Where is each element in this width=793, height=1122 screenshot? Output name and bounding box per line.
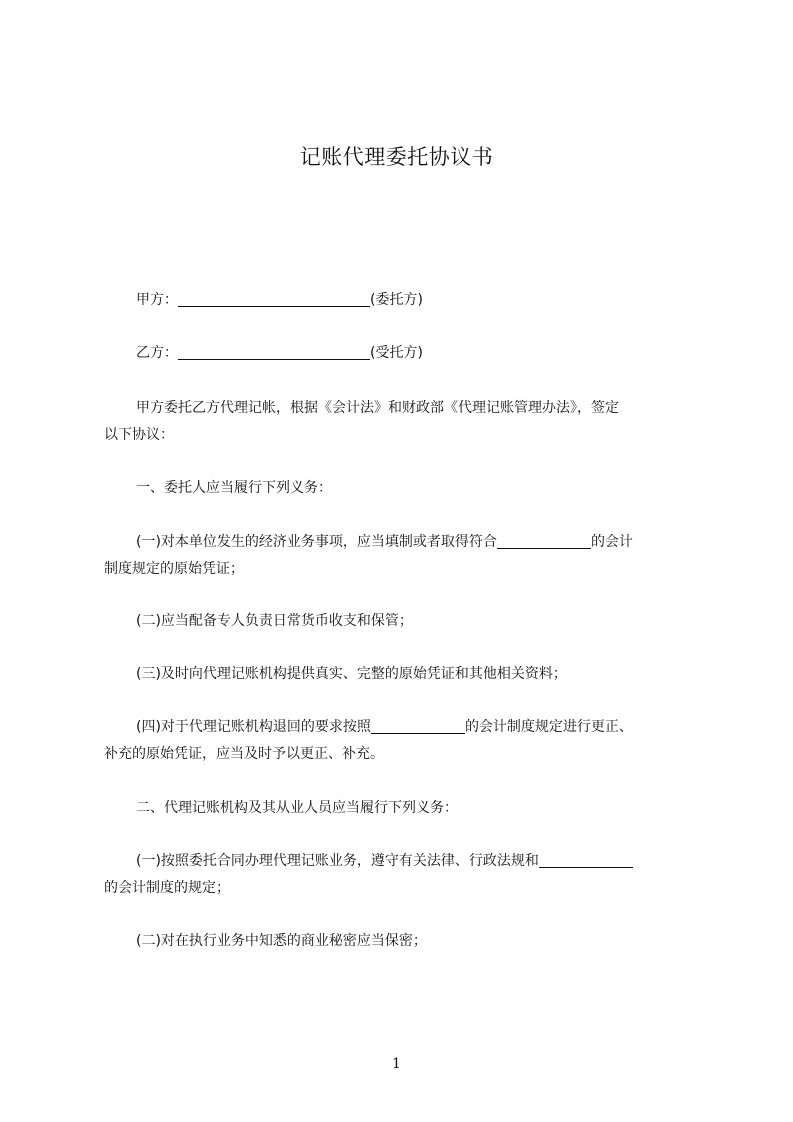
page-number: 1 [392,1056,401,1072]
section-1-item-3: (三)及时向代理记账机构提供真实、完整的原始凭证和其他相关资料； [136,666,567,682]
section-1-item-1-blank [497,531,591,549]
section-2-item-1-text-a: (一)按照委托合同办理代理记账业务，遵守有关法律、行政法规和 [136,853,539,869]
party-b-role: (受托方) [370,345,423,361]
section-1-item-4-line-2: 补充的原始凭证，应当及时予以更正、补充。 [104,746,384,762]
section-2-item-2: (二)对在执行业务中知悉的商业秘密应当保密； [136,933,427,949]
party-b-label: 乙方： [136,345,178,361]
section-1-item-2: (二)应当配备专人负责日常货币收支和保管； [136,613,413,629]
section-1-heading: 一、委托人应当履行下列义务： [136,480,332,496]
section-2-heading: 二、代理记账机构及其从业人员应当履行下列义务： [136,800,458,816]
section-1-item-1-text-a: (一)对本单位发生的经济业务事项，应当填制或者取得符合 [136,534,497,550]
section-1-item-4-blank [371,716,465,734]
section-2-item-1-line-2: 的会计制度的规定； [104,880,230,896]
party-b-line [136,340,704,367]
party-a-role: (委托方) [370,292,423,308]
document-title: 记账代理委托协议书 [299,145,494,169]
party-a-line [136,287,704,314]
party-a-label: 甲方： [136,292,178,308]
section-2-item-1-blank [539,850,633,868]
section-1-item-4 [136,714,704,741]
section-2-item-1 [136,848,704,875]
section-1-item-4-text-b: 的会计制度规定进行更正、 [464,719,633,735]
party-b-blank [178,342,370,360]
section-1-item-4-text-a: (四)对于代理记账机构退回的要求按照 [136,719,371,735]
intro-line-2: 以下协议： [104,427,174,443]
party-a-blank [178,289,370,307]
intro-line-1: 甲方委托乙方代理记帐，根据《会计法》和财政部《代理记账管理办法》，签定 [136,400,619,416]
section-1-item-1-line-2: 制度规定的原始凭证； [104,561,244,577]
section-1-item-1-text-b: 的会计 [590,534,633,550]
section-1-item-1 [136,529,704,556]
